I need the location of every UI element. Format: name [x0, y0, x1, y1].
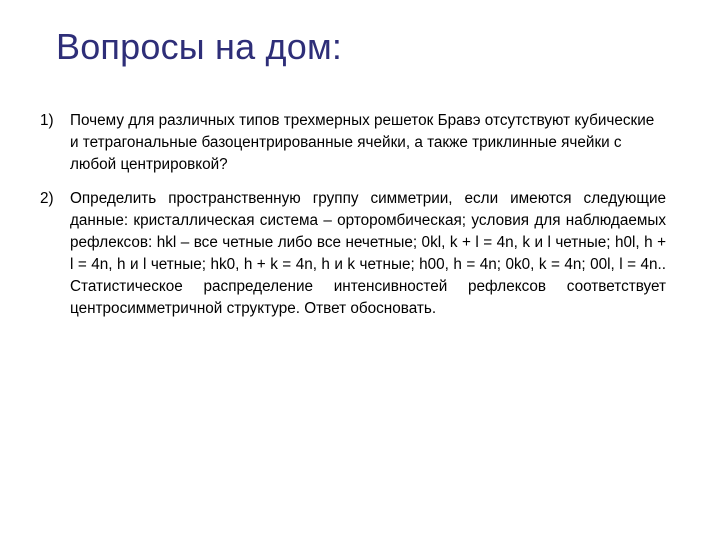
item-text: Определить пространственную группу симметрии, если имеются следующие данные: кристаллическая система – орторомбическая; условия для наблюдаемых рефлексов: hkl – все четные либо все нечетные; 0kl, k + l = 4n, k и l четные; h0l, h + l = 4n, h и l четные; hk0, h + k = 4n, h и k четные; h00, h = 4n; 0k0, k = 4n; 00l, l = 4n.. Статистическое распределение интенсивностей рефлексов соответствует центросимметричной структуре. Ответ обосновать. — [70, 190, 666, 317]
list-item — [40, 110, 666, 176]
item-text: Почему для различных типов трехмерных решеток Бравэ отсутствуют кубические и тетрагональные базоцентрированные ячейки, а также триклинные ячейки с любой центрировкой? — [70, 112, 655, 173]
questions-list — [40, 110, 666, 320]
item-number: 1) — [40, 112, 54, 129]
item-number: 2) — [40, 190, 54, 207]
page-title: Вопросы на дом: — [56, 26, 343, 67]
list-item — [40, 188, 666, 320]
